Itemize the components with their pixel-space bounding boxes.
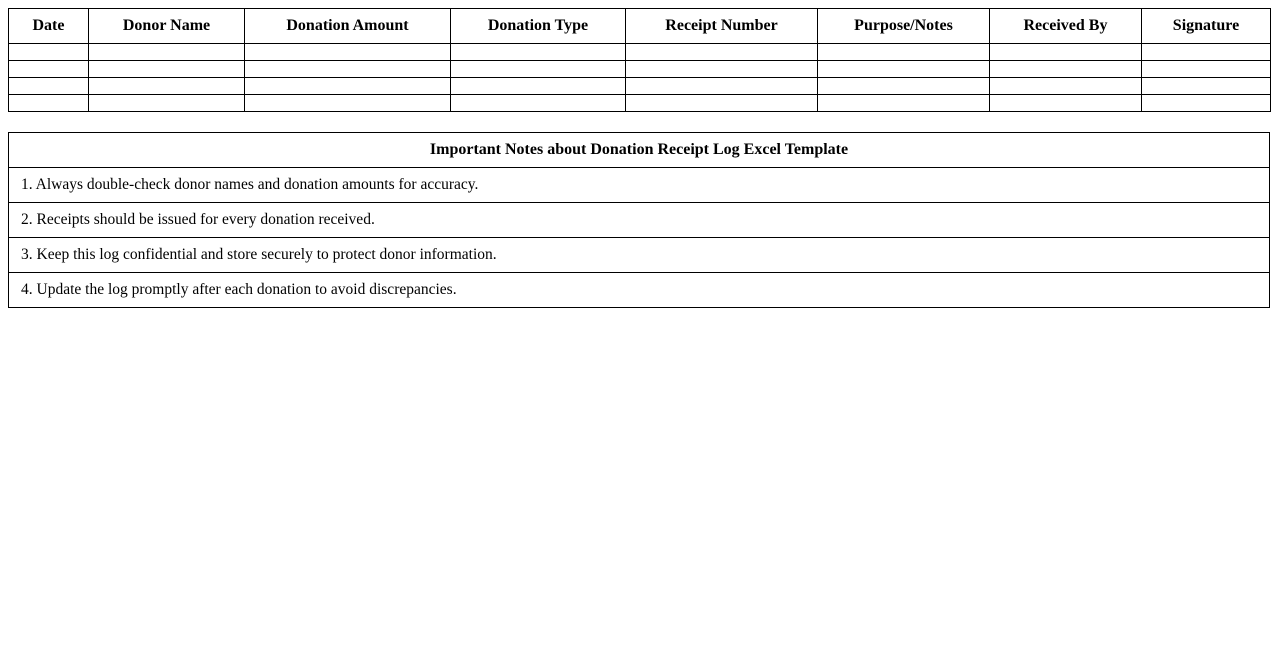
note-item: 4. Update the log promptly after each donation to avoid discrepancies.: [9, 273, 1270, 308]
table-cell[interactable]: [9, 44, 89, 61]
column-header-donation-type[interactable]: Donation Type: [451, 9, 626, 44]
table-cell[interactable]: [626, 44, 818, 61]
note-item: 2. Receipts should be issued for every donation received.: [9, 203, 1270, 238]
table-cell[interactable]: [89, 95, 245, 112]
table-cell[interactable]: [1142, 61, 1271, 78]
column-header-date[interactable]: Date: [9, 9, 89, 44]
column-header-donor-name[interactable]: Donor Name: [89, 9, 245, 44]
table-cell[interactable]: [89, 44, 245, 61]
note-item: 1. Always double-check donor names and donation amounts for accuracy.: [9, 168, 1270, 203]
table-cell[interactable]: [818, 61, 990, 78]
table-cell[interactable]: [451, 95, 626, 112]
column-header-donation-amount[interactable]: Donation Amount: [245, 9, 451, 44]
table-cell[interactable]: [626, 61, 818, 78]
table-cell[interactable]: [1142, 78, 1271, 95]
table-row: [9, 95, 1271, 112]
note-item: 3. Keep this log confidential and store securely to protect donor information.: [9, 238, 1270, 273]
table-cell[interactable]: [1142, 44, 1271, 61]
donation-log-table: [8, 8, 1271, 112]
table-cell[interactable]: [245, 61, 451, 78]
table-cell[interactable]: [451, 61, 626, 78]
table-cell[interactable]: [9, 95, 89, 112]
table-cell[interactable]: [818, 95, 990, 112]
table-cell[interactable]: [451, 44, 626, 61]
table-cell[interactable]: [990, 61, 1142, 78]
table-cell[interactable]: [990, 78, 1142, 95]
column-header-purpose-notes[interactable]: Purpose/Notes: [818, 9, 990, 44]
table-row: [9, 61, 1271, 78]
table-cell[interactable]: [245, 95, 451, 112]
note-row: [9, 168, 1270, 203]
note-row: [9, 238, 1270, 273]
column-header-receipt-number[interactable]: Receipt Number: [626, 9, 818, 44]
table-cell[interactable]: [245, 44, 451, 61]
notes-header-row: [9, 133, 1270, 168]
table-cell[interactable]: [626, 95, 818, 112]
column-header-received-by[interactable]: Received By: [990, 9, 1142, 44]
table-cell[interactable]: [818, 78, 990, 95]
notes-title: Important Notes about Donation Receipt Log Excel Template: [9, 133, 1270, 168]
table-cell[interactable]: [990, 44, 1142, 61]
table-cell[interactable]: [89, 78, 245, 95]
table-cell[interactable]: [626, 78, 818, 95]
table-cell[interactable]: [245, 78, 451, 95]
log-header-row: [9, 9, 1271, 44]
table-cell[interactable]: [451, 78, 626, 95]
table-row: [9, 44, 1271, 61]
table-cell[interactable]: [89, 61, 245, 78]
table-cell[interactable]: [9, 78, 89, 95]
table-row: [9, 78, 1271, 95]
note-row: [9, 203, 1270, 238]
table-cell[interactable]: [818, 44, 990, 61]
table-cell[interactable]: [9, 61, 89, 78]
table-cell[interactable]: [1142, 95, 1271, 112]
note-row: [9, 273, 1270, 308]
table-cell[interactable]: [990, 95, 1142, 112]
important-notes-table: [8, 132, 1270, 308]
column-header-signature[interactable]: Signature: [1142, 9, 1271, 44]
